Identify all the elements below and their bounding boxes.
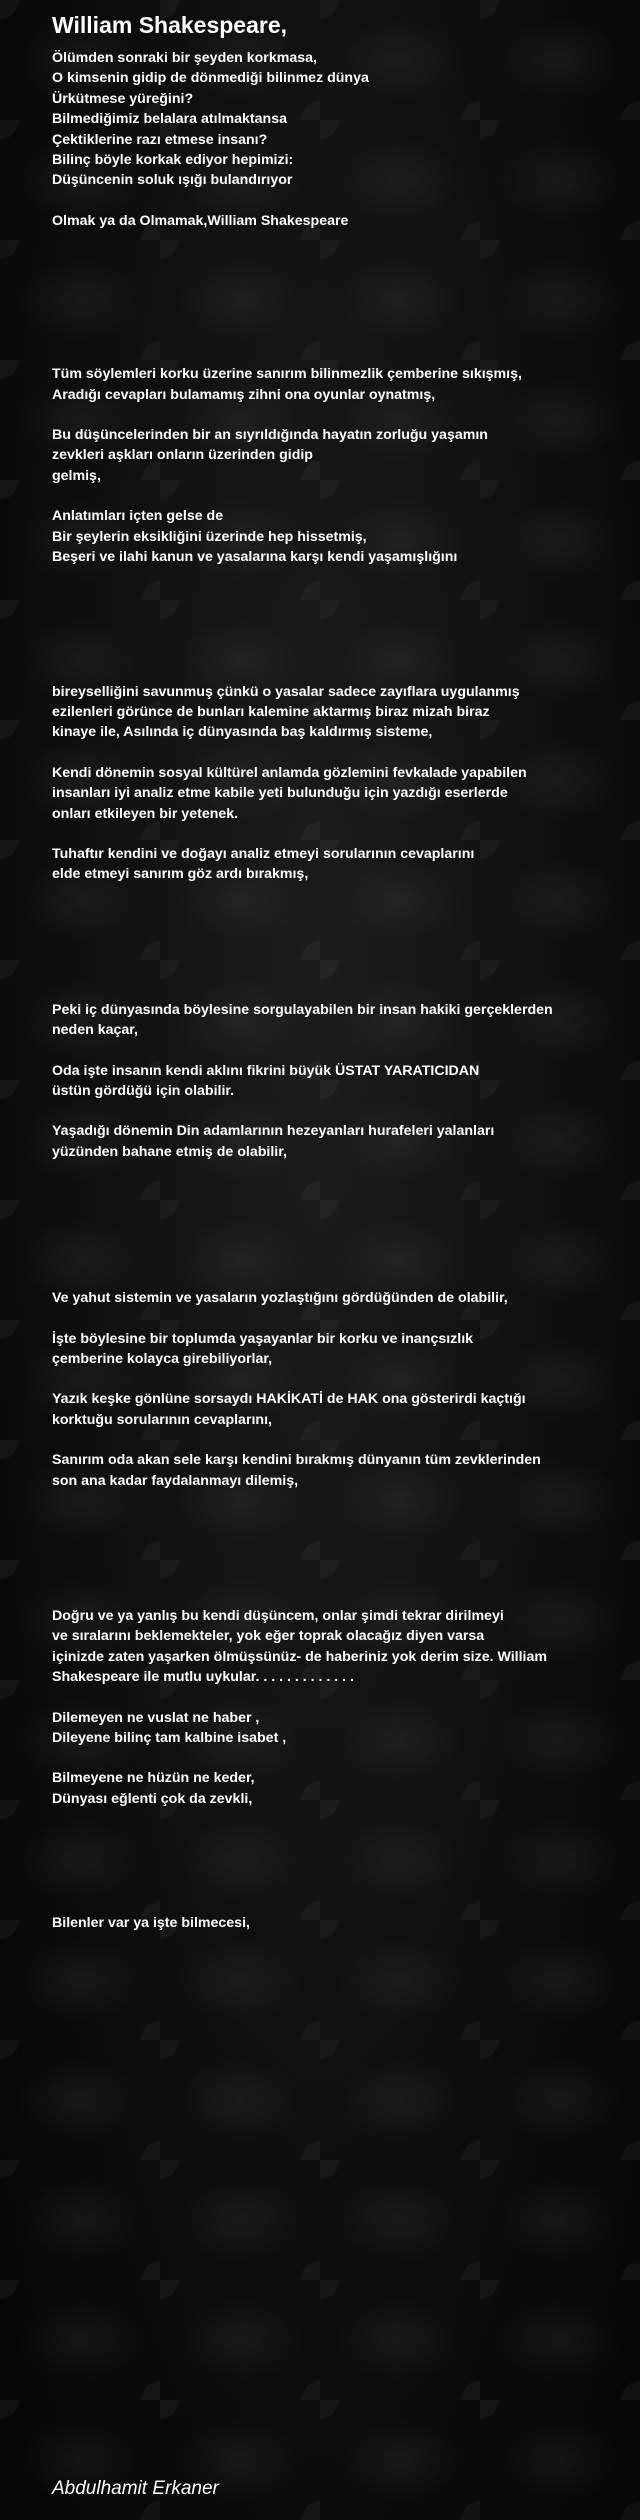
poem-line: Bilinç böyle korkak ediyor hepimizi: <box>52 152 294 169</box>
stanza <box>52 763 632 824</box>
poem-line: Bilmeyene ne hüzün ne keder, <box>52 1770 255 1787</box>
stanza <box>52 364 632 405</box>
poem-line: gelmiş, <box>52 467 101 484</box>
stanza <box>52 1913 632 1933</box>
poem-line: Sanırım oda akan sele karşı kendini bırakmış dünyanın tüm zevklerinden <box>52 1452 541 1469</box>
stanza <box>52 1606 632 1688</box>
poem-line: Tuhaftır kendini ve doğayı analiz etmeyi sorularının cevaplarını <box>52 845 475 862</box>
poem-line: ve sıralarını beklemekteler, yok eğer toprak olacağız diyen varsa <box>52 1628 485 1645</box>
poem-body <box>52 48 632 1934</box>
poem-line: neden kaçar, <box>52 1022 138 1039</box>
poem-line: Ölümden sonraki bir şeyden korkmasa, <box>52 50 317 66</box>
poem-line: Tüm söylemleri korku üzerine sanırım bilinmezlik çemberine sıkışmış, <box>52 366 522 383</box>
poem-line: O kimsenin gidip de dönmediği bilinmez dünya <box>52 70 369 87</box>
stanza <box>52 425 632 486</box>
poem-line: kinaye ile, Asılında iç dünyasında baş kaldırmış sisteme, <box>52 724 433 741</box>
stanza <box>52 1389 632 1430</box>
poem-line: Dileyene bilinç tam kalbine isabet , <box>52 1730 287 1747</box>
poem-line: Oda işte insanın kendi aklını fikrini büyük ÜSTAT YARATICIDAN <box>52 1062 480 1079</box>
poem-line: Olmak ya da Olmamak,William Shakespeare <box>52 212 349 229</box>
poem-line: Peki iç dünyasında böylesine sorgulayabilen bir insan hakiki gerçeklerden <box>52 1001 553 1018</box>
poem-line: İşte böylesine bir toplumda yaşayanlar bir korku ve inançsızlık <box>52 1330 474 1347</box>
poem-line: Kendi dönemin sosyal kültürel anlamda gözlemini fevkalade yapabilen <box>52 764 527 781</box>
poem-line: korktuğu sorularının cevaplarını, <box>52 1411 272 1428</box>
stanza <box>52 1768 632 1809</box>
stanza <box>52 506 632 567</box>
poem-line: çemberine kolayca girebiliyorlar, <box>52 1351 273 1367</box>
poem-line: Ve yahut sistemin ve yasaların yozlaştığını gördüğünden de olabilir, <box>52 1290 508 1307</box>
poem-line: Yazık keşke gönlüne sorsaydı HAKİKATİ de HAK ona gösterirdi kaçtığı <box>52 1391 526 1408</box>
poem-line: insanları iyi analiz etme kabile yeti bulunduğu için yazdığı eserlerde <box>52 785 508 802</box>
stanza <box>52 211 632 231</box>
poem-line: Anlatımları içten gelse de <box>52 508 224 525</box>
poem-line: son ana kadar faydalanmayı dilemiş, <box>52 1472 299 1489</box>
stanza <box>52 1288 632 1308</box>
poem-line: ezilenleri görünce de bunları kalemine aktarmış biraz mizah biraz <box>52 703 490 720</box>
poem-line: Shakespeare ile mutlu uykular. . . . . . . . . . . . . <box>52 1669 354 1686</box>
stanza <box>52 844 632 885</box>
poem-line: Çektiklerine razı etmese insanı? <box>52 131 268 148</box>
poem-line: Bilenler var ya işte bilmecesi, <box>52 1915 250 1932</box>
stanza <box>52 1000 632 1041</box>
poem-line: bireyselliğini savunmuş çünkü o yasalar sadece zayıflara uygulanmış <box>52 683 520 700</box>
poem-line: Bilmediğimiz belalara atılmaktansa <box>52 111 287 128</box>
poem-line: Aradığı cevapları bulamamış zihni ona oyunlar oynatmış, <box>52 386 436 403</box>
poem-line: Bir şeylerin eksikliğini üzerinde hep hissetmiş, <box>52 528 367 545</box>
poem-line: içinizde zaten yaşarken ölmüşsünüz- de haberiniz yok derim size. William <box>52 1648 548 1665</box>
poem-line: Yaşadığı dönemin Din adamlarının hezeyanları hurafeleri yalanları <box>52 1123 495 1140</box>
poem-line: Beşeri ve ilahi kanun ve yasalarına karşı kendi yaşamışlığını <box>52 549 458 566</box>
stanza <box>52 1450 632 1491</box>
poem-line: Doğru ve ya yanlış bu kendi düşüncem, onlar şimdi tekrar dirilmeyi <box>52 1608 504 1625</box>
poem-line: zevkleri aşkları onların üzerinden gidip <box>52 447 313 464</box>
poem-line: Ürkütmese yüreğini? <box>52 90 194 107</box>
poem-title: William Shakespeare, <box>52 12 288 38</box>
author-signature: Abdulhamit Erkaner <box>52 2478 219 2499</box>
stanza <box>52 48 632 191</box>
stanza <box>52 682 632 743</box>
poem-line: Dünyası eğlenti çok da zevkli, <box>52 1790 253 1807</box>
poem-line: Düşüncenin soluk ışığı bulandırıyor <box>52 172 293 189</box>
stanza <box>52 1061 632 1102</box>
poem-line: üstün gördüğü için olabilir. <box>52 1082 235 1099</box>
poem-line: Dilemeyen ne vuslat ne haber , <box>52 1709 260 1726</box>
stanza <box>52 1121 632 1162</box>
poem-line: yüzünden bahane etmiş de olabilir, <box>52 1143 287 1160</box>
stanza <box>52 1708 632 1749</box>
poem-line: elde etmeyi sanırım göz ardı bırakmış, <box>52 866 309 883</box>
stanza <box>52 1329 632 1370</box>
poem-line: Bu düşüncelerinden bir an sıyrıldığında hayatın zorluğu yaşamın <box>52 427 488 444</box>
poem-line: onları etkileyen bir yetenek. <box>52 805 239 822</box>
